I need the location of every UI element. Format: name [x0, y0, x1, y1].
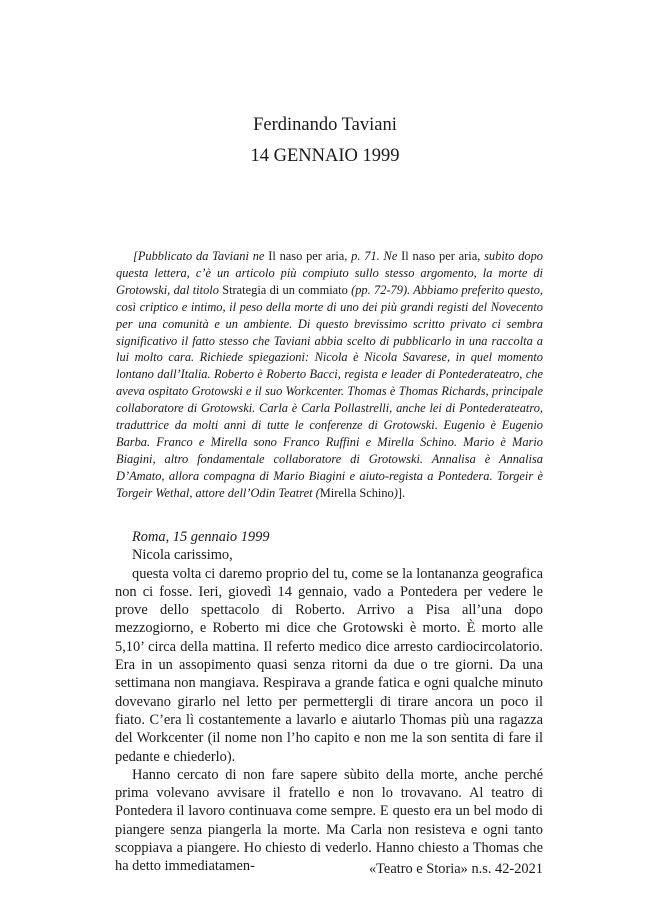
author-name: Ferdinando Taviani [253, 115, 397, 135]
note-text-roman: Il naso per aria [401, 249, 478, 263]
note-text-italic: [Pubblicato da Taviani ne [133, 249, 269, 263]
letter-body [115, 528, 543, 876]
article-header [0, 110, 650, 172]
article-title: 14 GENNAIO 1999 [250, 146, 400, 166]
editorial-note [116, 248, 543, 502]
note-text-roman: Mirella Schino [319, 485, 394, 500]
note-text-roman: ]. [397, 485, 406, 500]
letter-paragraph: questa volta ci daremo proprio del tu, come se la lontananza geografica non ci fosse. Ieri, giovedì 14 gennaio, vado a Pontedera per vedere le prove dello spettacolo di Roberto. Arrivo a Pisa all’una dopo mezzogiorno, e Roberto mi dice che Grotowski è morto. È morto alle 5,10’ circa della mattina. Il referto medico dice arresto cardiocircolatorio. Era in un assopimento quasi senza ritorni da due o tre giorni. Da una settimana non mangiava. Respirava a grande fatica e ogni qualche minuto dovevano girarlo nel letto per permettergli di tirare ancora un poco il fiato. C’era lì costantemente a lavarlo e aiutarlo Thomas più una ragazza del Workcenter (il nome non l’ho capito e non me la son sentita di fare il pedante e chiederlo). [115, 565, 543, 765]
letter-dateline: Roma, 15 gennaio 1999 [132, 529, 270, 545]
letter-paragraph: Hanno cercato di non fare sapere sùbito della morte, anche perché prima volevano avvisare il fratello e non lo trovavano. Al teatro di Pontedera il lavoro continuava come sempre. E questo era un bel modo di piangere senza piangerla la morte. Ma Carla non resisteva e ogni tanto scoppiava a piangere. Ho chiesto di vederlo. Hanno chiesto a Thomas che ha detto immediatamen- [115, 766, 543, 875]
note-text-italic: ) [393, 485, 398, 500]
letter-salutation: Nicola carissimo, [132, 547, 233, 564]
note-text-italic: , subito dopo questa lettera, c’è un articolo più compiuto sullo stesso argomento, la morte di Grotowski, dal titolo [116, 249, 543, 297]
note-text-italic: (pp. 72-79). Abbiamo preferito questo, così criptico e intimo, il peso della morte di uno dei più grandi registi del Novecento per una comunità e un ambiente. Di questo brevissimo scritto privato ci sembra significativo il fatto stesso che Taviani abbia scelto di pubblicarlo in una raccolta a lui molto cara. Richiede spiegazioni: Nicola è Nicola Savarese, in quel momento lontano dall’Italia. Roberto è Roberto Bacci, regista e leader di Pontederateatro, che aveva ospitato Grotowski e il suo Workcenter. Thomas è Thomas Richards, principale collaboratore di Grotowski. Carla è Carla Pollastrelli, anche lei di Pontederateatro, traduttrice da molti anni di tutte le conferenze di Grotowski. Eugenio è Eugenio Barba. Franco e Mirella sono Franco Ruffini e Mirella Schino. Mario è Mario Biagini, altro fondamentale collaboratore di Grotowski. Annalisa è Annalisa D’Amato, allora compagna di Mario Biagini e aiuto-regista a Pontedera. Torgeir è Torgeir Wethal, attore dell’Odin Teatret ( [116, 282, 543, 500]
journal-footer: «Teatro e Storia» n.s. 42-2021 [368, 861, 543, 877]
note-text-roman: Il naso per aria [268, 249, 345, 263]
note-text-italic: , p. 71. Ne [344, 249, 402, 263]
note-text-roman: Strategia di un commiato [222, 282, 348, 297]
